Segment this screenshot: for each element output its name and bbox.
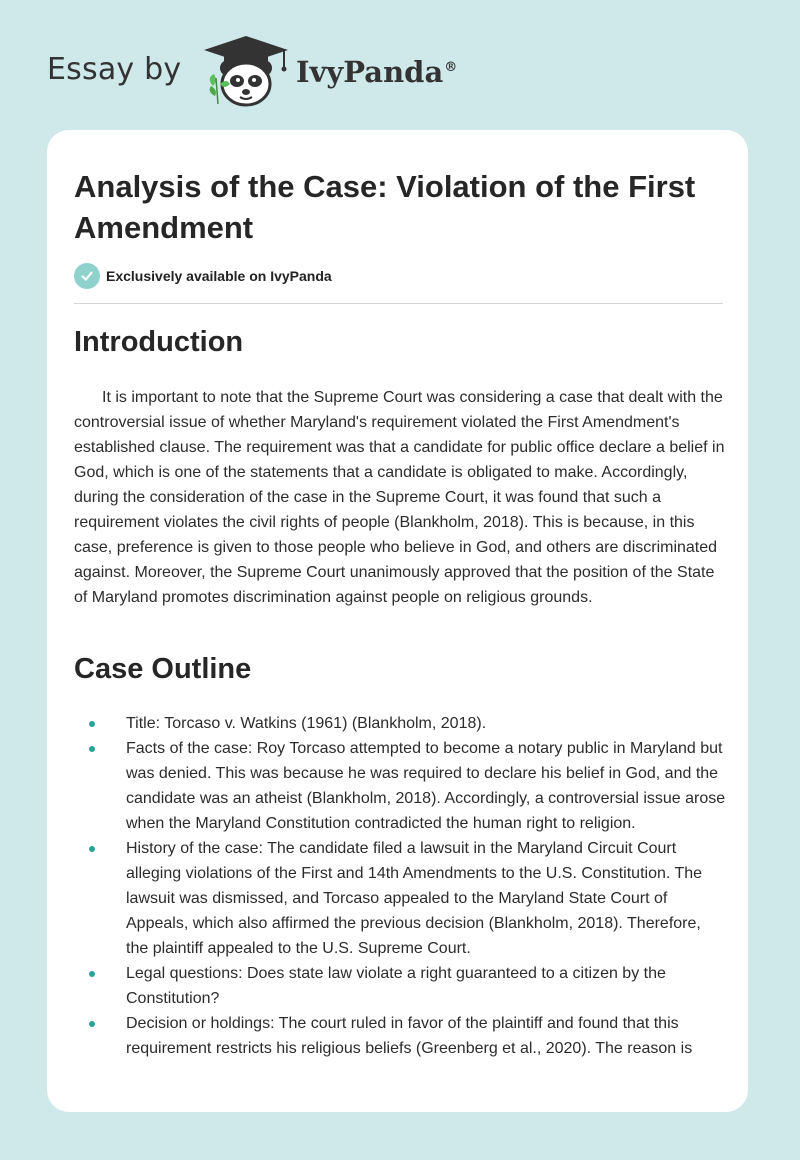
divider xyxy=(74,303,723,304)
panda-logo-icon[interactable] xyxy=(196,34,296,108)
essay-title: Analysis of the Case: Violation of the First Amendment xyxy=(74,169,696,245)
introduction-heading: Introduction xyxy=(74,326,244,358)
checkmark-icon xyxy=(74,263,100,289)
case-outline-heading: Case Outline xyxy=(74,653,252,685)
case-outline-list xyxy=(74,711,726,1061)
list-item: Legal questions: Does state law violate a right guaranteed to a citizen by the Constitution? xyxy=(74,961,726,1011)
list-item: History of the case: The candidate filed a lawsuit in the Maryland Circuit Court alleging violations of the First and 14th Amendments to the U.S. Constitution. The lawsuit was dismissed, and Torcaso appealed to the Maryland State Court of Appeals, which also affirmed the previous decision (Blankholm, 2018). Therefore, the plaintiff appealed to the U.S. Supreme Court. xyxy=(74,836,726,961)
brand-name: IvyPanda® xyxy=(296,55,458,89)
list-item: Facts of the case: Roy Torcaso attempted to become a notary public in Maryland but was denied. This was because he was required to declare his belief in God, and the candidate was an atheist (Blankholm, 2018). Accordingly, a controversial issue arose when the Maryland Constitution contradicted the human right to religion. xyxy=(74,736,726,836)
exclusive-badge xyxy=(74,263,332,289)
badge-label: Exclusively available on IvyPanda xyxy=(106,268,332,284)
list-item: Title: Torcaso v. Watkins (1961) (Blankholm, 2018). xyxy=(74,711,726,736)
essay-card xyxy=(47,130,748,1112)
list-item: Decision or holdings: The court ruled in favor of the plaintiff and found that this requirement restricts his religious beliefs (Greenberg et al., 2020). The reason is xyxy=(74,1011,726,1061)
site-header xyxy=(0,0,800,130)
introduction-paragraph: It is important to note that the Supreme Court was considering a case that dealt with the controversial issue of whether Maryland's requirement violated the First Amendment's established clause. The requirement was that a candidate for public office declare a belief in God, which is one of the statements that a candidate is obligated to make. Accordingly, during the consideration of the case in the Supreme Court, it was found that such a requirement violates the civil rights of people (Blankholm, 2018). This is because, in this case, preference is given to those people who believe in God, and others are discriminated against. Moreover, the Supreme Court unanimously approved that the position of the State of Maryland promotes discrimination against people on religious grounds. xyxy=(74,389,725,606)
essay-by-label: Essay by xyxy=(47,52,182,87)
